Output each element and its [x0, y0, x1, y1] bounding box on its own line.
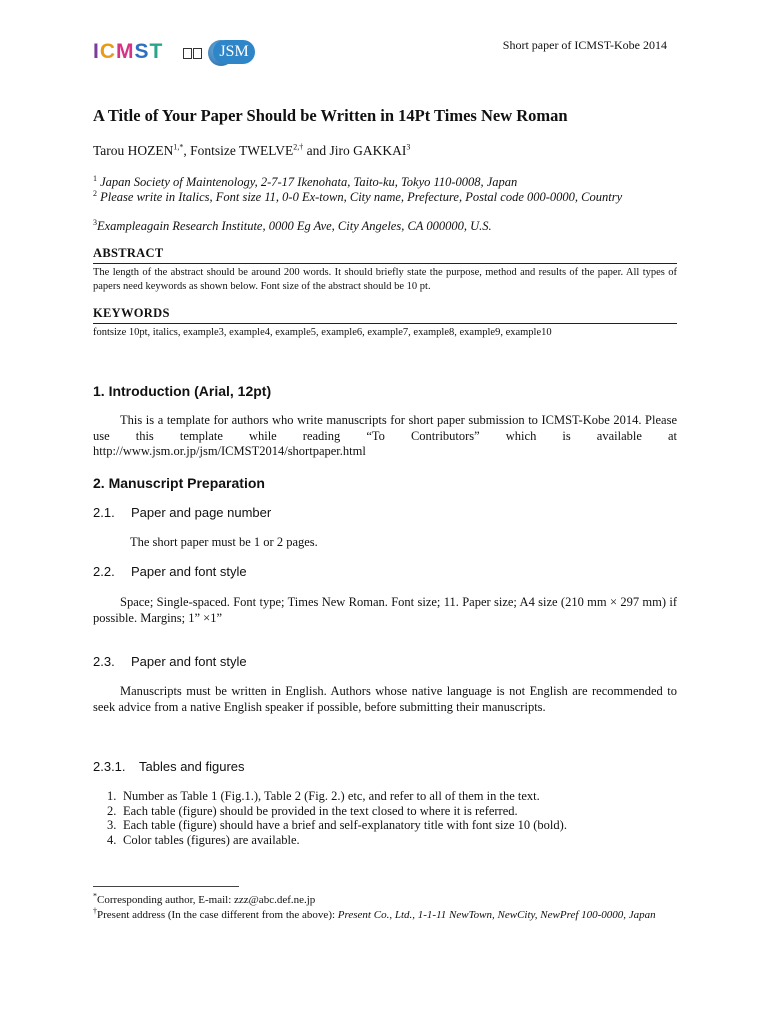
affiliation-text: Please write in Italics, Font size 11, 0-0 Ex-town, City name, Prefecture, Postal code 000-0000, Country: [97, 190, 623, 204]
footnote-mark: †: [93, 906, 97, 916]
footnote-mark: *: [93, 891, 97, 901]
list-item: [107, 818, 567, 833]
author-name: , Fontsize TWELVE: [183, 143, 294, 158]
introduction-paragraph: [93, 413, 677, 460]
subsubsection-heading-2-3-1: [93, 759, 245, 774]
paragraph-text: Space; Single-spaced. Font type; Times New Roman. Font size; 11. Paper size; A4 size (210 mm × 297 mm) if possible. Margins; 1” ×1”: [93, 595, 677, 625]
list-item: [107, 833, 567, 848]
list-text: Each table (figure) should be provided in the text closed to where it is referred.: [123, 803, 518, 818]
footnote-present-address: [93, 908, 683, 922]
subsection-heading-2-3: [93, 654, 247, 669]
footnote-text: Corresponding author, E-mail: zzz@abc.def.ne.jp: [97, 894, 316, 906]
affiliation-mark: 3: [93, 217, 97, 227]
footnote-address: Present Co., Ltd., 1-1-11 NewTown, NewCity, NewPref 100-0000, Japan: [337, 909, 656, 921]
footnote-corresponding: [93, 893, 683, 907]
subsection-2-2-paragraph: [93, 595, 677, 626]
abstract-heading: ABSTRACT: [93, 246, 677, 264]
footnote-divider: [93, 886, 239, 887]
icmst-wordmark: [93, 40, 163, 64]
author-mark: 2,†: [293, 142, 304, 152]
affiliation-text: Exampleagain Research Institute, 0000 Eg Ave, City Angeles, CA 000000, U.S.: [97, 219, 492, 233]
list-number: 3.: [107, 818, 117, 833]
numbered-list: [107, 789, 567, 848]
affiliation-mark: 2: [93, 188, 97, 198]
affiliation-1: [93, 175, 683, 190]
list-number: 2.: [107, 803, 117, 818]
abstract-text: The length of the abstract should be around 200 words. It should briefly state the purpose, method and results of the paper. All types of papers need keywords as shown below. Font size of the abstract should be 10 pt.: [93, 267, 677, 292]
subsection-number: 2.1.: [93, 505, 115, 520]
logo-letter-m: M: [116, 40, 135, 63]
list-item: [107, 789, 567, 804]
jsm-badge: JSM: [213, 40, 255, 64]
subsection-number: 2.3.: [93, 654, 115, 669]
header-note: Short paper of ICMST-Kobe 2014: [502, 38, 667, 52]
affiliation-3: [93, 219, 683, 234]
logo-box-glyph: [193, 48, 202, 59]
subsection-heading-2-1: [93, 505, 271, 520]
list-text: Each table (figure) should have a brief and self-explanatory title with font size 10 (bold).: [123, 818, 567, 833]
affiliation-mark: 1: [93, 173, 97, 183]
list-item: [107, 804, 567, 819]
author-name: Tarou HOZEN: [93, 143, 174, 158]
subsection-title: Tables and figures: [139, 759, 245, 774]
conference-logo: [93, 38, 263, 72]
subsection-title: Paper and font style: [131, 654, 247, 669]
section-heading-manuscript: 2. Manuscript Preparation: [93, 475, 265, 491]
author-name: and Jiro GAKKAI: [303, 143, 407, 158]
footnote-text: Present address (In the case different from the above):: [97, 909, 338, 921]
author-mark: 1,*: [173, 142, 184, 152]
keywords-heading: KEYWORDS: [93, 306, 677, 324]
subsection-number: 2.3.1.: [93, 759, 126, 774]
logo-letter-s: S: [134, 40, 150, 63]
paper-title: A Title of Your Paper Should be Written in 14Pt Times New Roman: [93, 106, 568, 125]
logo-letter-i: I: [93, 40, 100, 63]
paragraph-text: Manuscripts must be written in English. Authors whose native language is not English are recommended to seek advice from a native English speaker if possible, before submitting their manuscripts.: [93, 684, 677, 714]
subsection-heading-2-2: [93, 564, 247, 579]
list-number: 1.: [107, 789, 117, 803]
logo-letter-c: C: [99, 40, 117, 63]
section-heading-introduction: 1. Introduction (Arial, 12pt): [93, 383, 272, 399]
author-mark: 3: [406, 142, 411, 152]
subsection-title: Paper and font style: [131, 564, 247, 579]
affiliation-2: [93, 190, 683, 205]
subsection-number: 2.2.: [93, 564, 115, 579]
list-text: Number as Table 1 (Fig.1.), Table 2 (Fig. 2.) etc, and refer to all of them in the text.: [123, 789, 540, 803]
subsection-2-1-text: The short paper must be 1 or 2 pages.: [130, 535, 318, 549]
subsection-title: Paper and page number: [131, 505, 272, 520]
list-number: 4.: [107, 833, 117, 848]
logo-box-glyph: [183, 48, 192, 59]
affiliation-text: Japan Society of Maintenology, 2-7-17 Ikenohata, Taito-ku, Tokyo 110-0008, Japan: [97, 175, 518, 189]
author-list: [93, 143, 410, 159]
keywords-text: fontsize 10pt, italics, example3, example4, example5, example6, example7, example8, example9, example10: [93, 327, 552, 338]
subsection-2-3-paragraph: [93, 684, 677, 715]
logo-letter-t: T: [149, 40, 164, 63]
list-text: Color tables (figures) are available.: [123, 833, 300, 848]
paragraph-text: This is a template for authors who write manuscripts for short paper submission to ICMST-Kobe 2014. Please use this template while reading “To Contributors” which is available at http://www.jsm.or.jp/jsm/ICMST2014/shortpaper.html: [93, 413, 677, 458]
